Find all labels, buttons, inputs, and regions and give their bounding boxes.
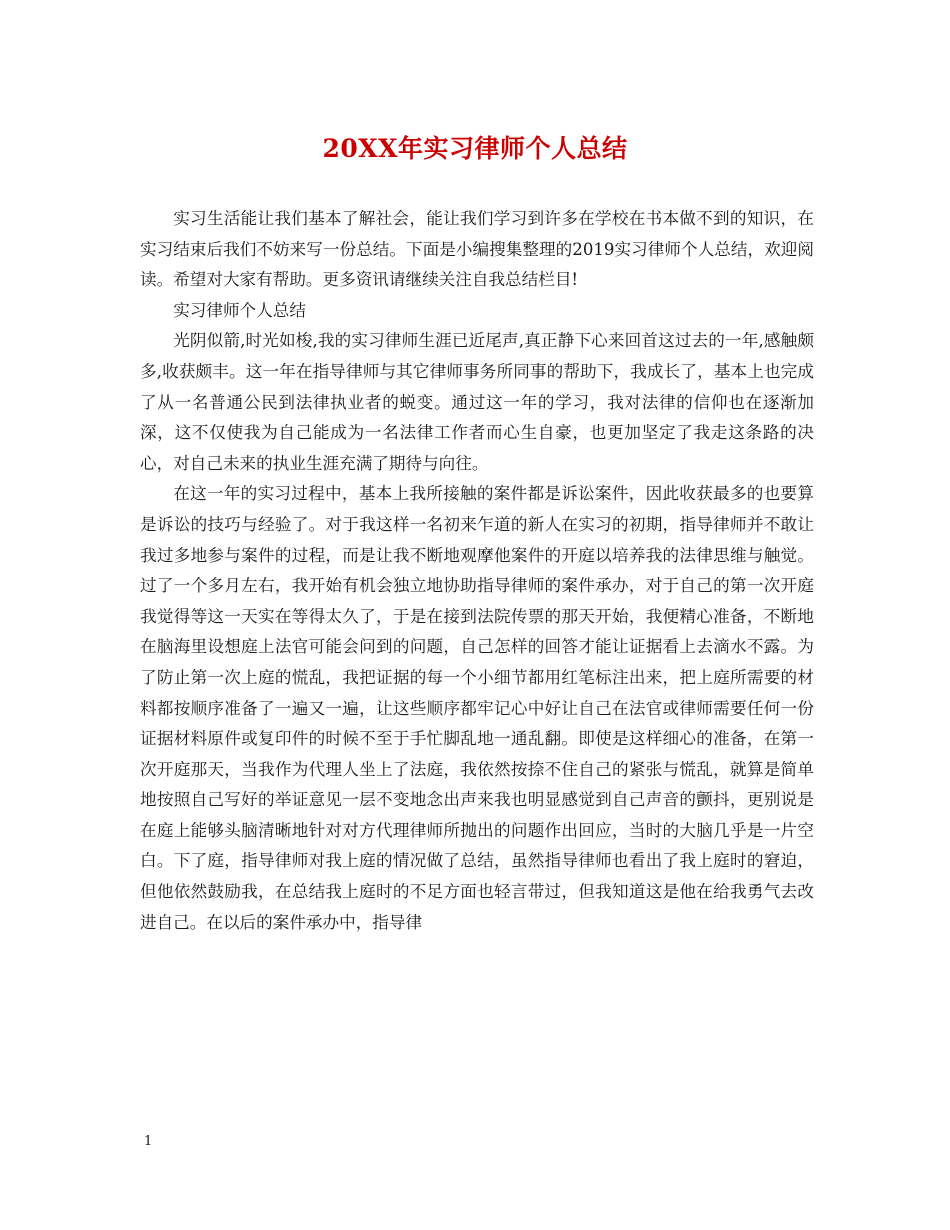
page-number: 1 (144, 1134, 153, 1149)
paragraph-reflection: 光阴似箭,时光如梭,我的实习律师生涯已近尾声,真正静下心来回首这过去的一年,感触颇多,收获颇丰。这一年在指导律师与其它律师事务所同事的帮助下，我成长了，基本上也完成了从一名普通公民到法律执业者的蜕变。通过这一年的学习，我对法律的信仰也在逐渐加深，这不仅使我为自己能成为一名法律工作者而心生自豪，也更加坚定了我走这条路的决心，对自己未来的执业生涯充满了期待与向往。 (140, 331, 814, 473)
paragraph-intro: 实习生活能让我们基本了解社会，能让我们学习到许多在学校在书本做不到的知识，在实习结束后我们不妨来写一份总结。下面是小编搜集整理的2019实习律师个人总结，欢迎阅读。希望对大家有帮助。更多资讯请继续关注自我总结栏目! (140, 209, 814, 290)
paragraph-experience: 在这一年的实习过程中，基本上我所接触的案件都是诉讼案件，因此收获最多的也要算是诉讼的技巧与经验了。对于我这样一名初来乍道的新人在实习的初期，指导律师并不敢让我过多地参与案件的过程，而是让我不断地观摩他案件的开庭以培养我的法律思维与触觉。过了一个多月左右，我开始有机会独立地协助指导律师的案件承办，对于自己的第一次开庭我觉得等这一天实在等得太久了，于是在接到法院传票的那天开始，我便精心准备，不断地在脑海里设想庭上法官可能会问到的问题，自己怎样的回答才能让证据看上去滴水不露。为了防止第一次上庭的慌乱，我把证据的每一个小细节都用红笔标注出来，把上庭所需要的材料都按顺序准备了一遍又一遍，让这些顺序都牢记心中好让自己在法官或律师需要任何一份证据材料原件或复印件的时候不至于手忙脚乱地一通乱翻。即使是这样细心的准备，在第一次开庭那天，当我作为代理人坐上了法庭，我依然按捺不住自己的紧张与慌乱，就算是简单地按照自己写好的举证意见一层不变地念出声来我也明显感觉到自己声音的颤抖，更别说是在庭上能够头脑清晰地针对对方代理律师所抛出的问题作出回应，当时的大脑几乎是一片空白。下了庭，指导律师对我上庭的情况做了总结，虽然指导律师也看出了我上庭时的窘迫，但他依然鼓励我，在总结我上庭时的不足方面也轻言带过，但我知道这是他在给我勇气去改进自己。在以后的案件承办中，指导律 (140, 484, 814, 932)
document-title: 20XX年实习律师个人总结 (322, 134, 628, 163)
document-body (140, 204, 814, 938)
paragraph-subheading: 实习律师个人总结 (173, 300, 306, 320)
